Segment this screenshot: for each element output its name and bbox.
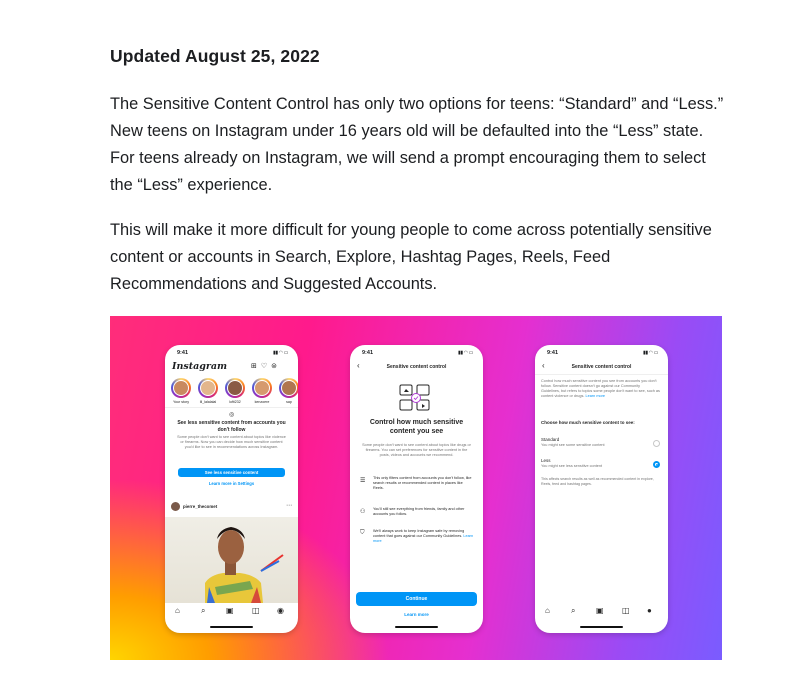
updated-date: Updated August 25, 2022 [110, 46, 320, 66]
intro-body: Some people don't want to see content about topics like drugs or firearms. You can set preferences for sensitive content in the posts, videos and accounts we recommend. [362, 443, 471, 457]
intro-item-3 [373, 529, 474, 544]
bottom-tab-bar [165, 606, 298, 620]
phone-settings [535, 345, 668, 633]
option-standard-sub: You might see some sensitive content [541, 443, 605, 447]
shop-icon[interactable]: ◫ [622, 606, 630, 615]
back-arrow-icon[interactable]: ‹ [542, 361, 545, 370]
option-less-sub: You might see less sensitive content [541, 464, 603, 468]
paragraph-options: The Sensitive Content Control has only two options for teens: “Standard” and “Less.” New teens on Instagram under 16 years old will be defaulted into the “Less” state. For teens already on Instagram, we will send a prompt encouraging them to select the “Less” experience. [110, 95, 724, 194]
story-avatar[interactable] [225, 378, 245, 398]
reels-icon[interactable]: ▣ [226, 606, 234, 615]
story-avatar[interactable] [171, 378, 191, 398]
intro-item-2: You'll still see everything from friends, family and other accounts you follow. [373, 507, 465, 516]
home-indicator [395, 626, 438, 629]
profile-icon[interactable]: ◉ [277, 606, 284, 615]
shop-icon[interactable]: ◫ [252, 606, 260, 615]
story-label: kenzoere [254, 400, 270, 404]
intro-learn-more-link[interactable]: Learn more [373, 534, 474, 543]
avatar[interactable] [171, 502, 180, 511]
settings-footer-note: This affects search results as well as recommended content in explore, Reels, feed and hashtag pages. [541, 477, 654, 486]
story-avatar[interactable] [279, 378, 298, 398]
story-label: Your story [172, 400, 190, 404]
story-label: lil_lalalalal [199, 400, 217, 404]
instagram-logo: Instagram [172, 361, 228, 372]
prompt-body: Some people don't want to see content about topics like violence or firearms. Now you can decide how much sensitive content you'd like to see in recommendations across Instagram. [177, 435, 286, 449]
signal-icon: ▮▮ ◠ ▭ [272, 350, 288, 356]
settings-learn-more-link[interactable]: Learn more [585, 394, 605, 398]
filter-icon: ☰ [360, 478, 366, 484]
add-post-icon[interactable]: ⊞ [251, 363, 261, 370]
intro-item-1: This only filters content from accounts you don't follow, like search results or recommended content in places like Reels. [373, 476, 472, 490]
option-less-label[interactable]: Less [541, 458, 551, 463]
signal-icon: ▮▮ ◠ ▭ [457, 350, 473, 356]
option-standard-label[interactable]: Standard [541, 437, 560, 442]
post-image [165, 517, 298, 603]
radio-less[interactable] [653, 461, 660, 468]
story-label: sap [286, 400, 292, 404]
search-icon[interactable]: ⌕ [201, 606, 206, 615]
eye-slash-icon: ◎ [229, 412, 235, 418]
back-arrow-icon[interactable]: ‹ [357, 361, 360, 370]
bottom-tab-bar [535, 606, 668, 620]
heart-icon[interactable]: ♡ [260, 363, 272, 370]
intro-title: Control how much sensitive content you see [369, 419, 464, 435]
intro-item-3-text: We'll always work to keep Instagram safe by removing content that goes against our Community Guidelines. [373, 529, 465, 538]
media-grid-icon [397, 383, 435, 415]
divider [535, 374, 668, 375]
learn-more-link[interactable]: Learn more [404, 612, 429, 617]
continue-button[interactable]: Continue [356, 592, 477, 606]
home-indicator [580, 626, 623, 629]
home-icon[interactable]: ⌂ [545, 606, 550, 615]
search-icon[interactable]: ⌕ [571, 606, 576, 615]
prompt-title: See less sensitive content from accounts you don't follow [177, 420, 286, 433]
header-icons[interactable] [251, 362, 281, 370]
status-bar [545, 350, 658, 358]
status-time: 9:41 [362, 350, 374, 356]
choice-question: Choose how much sensitive content to see: [541, 420, 635, 425]
phone-intro [350, 345, 483, 633]
reels-icon[interactable]: ▣ [596, 606, 604, 615]
status-time: 9:41 [177, 350, 189, 356]
learn-more-settings-link[interactable]: Learn more in Settings [208, 481, 255, 486]
status-bar [360, 350, 473, 358]
status-bar [175, 350, 288, 358]
story-avatar[interactable] [252, 378, 272, 398]
settings-description [541, 379, 660, 399]
home-icon[interactable]: ⌂ [175, 606, 180, 615]
post-photo-illustration [165, 517, 298, 603]
shield-icon: ⛉ [360, 530, 365, 536]
people-icon: ⚇ [360, 509, 366, 515]
post-username[interactable]: pierre_thecomet [183, 504, 218, 509]
settings-description-text: Control how much sensitive content you see from accounts you don't follow. Sensitive content doesn't go against our Community Guidelines, but refers to topics some people don't want to see, such as content violence or drugs. [541, 379, 660, 398]
divider [165, 407, 298, 408]
paragraph-impact: This will make it more difficult for young people to come across potentially sensitive content or accounts in Search, Explore, Hashtag Pages, Reels, Feed Recommendations and Suggested Accounts. [110, 221, 712, 293]
radio-standard[interactable] [653, 440, 660, 447]
hero-image [110, 316, 722, 660]
story-label: lofti232 [229, 400, 241, 404]
profile-icon[interactable]: ● [647, 606, 652, 615]
messenger-icon[interactable]: ⊜ [271, 363, 282, 370]
signal-icon: ▮▮ ◠ ▭ [642, 350, 658, 356]
status-time: 9:41 [547, 350, 559, 356]
story-avatar[interactable] [198, 378, 218, 398]
phone-feed [165, 345, 298, 633]
screen-header: Sensitive content control [571, 364, 632, 370]
screen-header: Sensitive content control [386, 364, 447, 370]
home-indicator [210, 626, 253, 629]
more-icon[interactable]: ⋯ [286, 503, 292, 509]
see-less-button[interactable]: See less sensitive content [178, 468, 285, 477]
